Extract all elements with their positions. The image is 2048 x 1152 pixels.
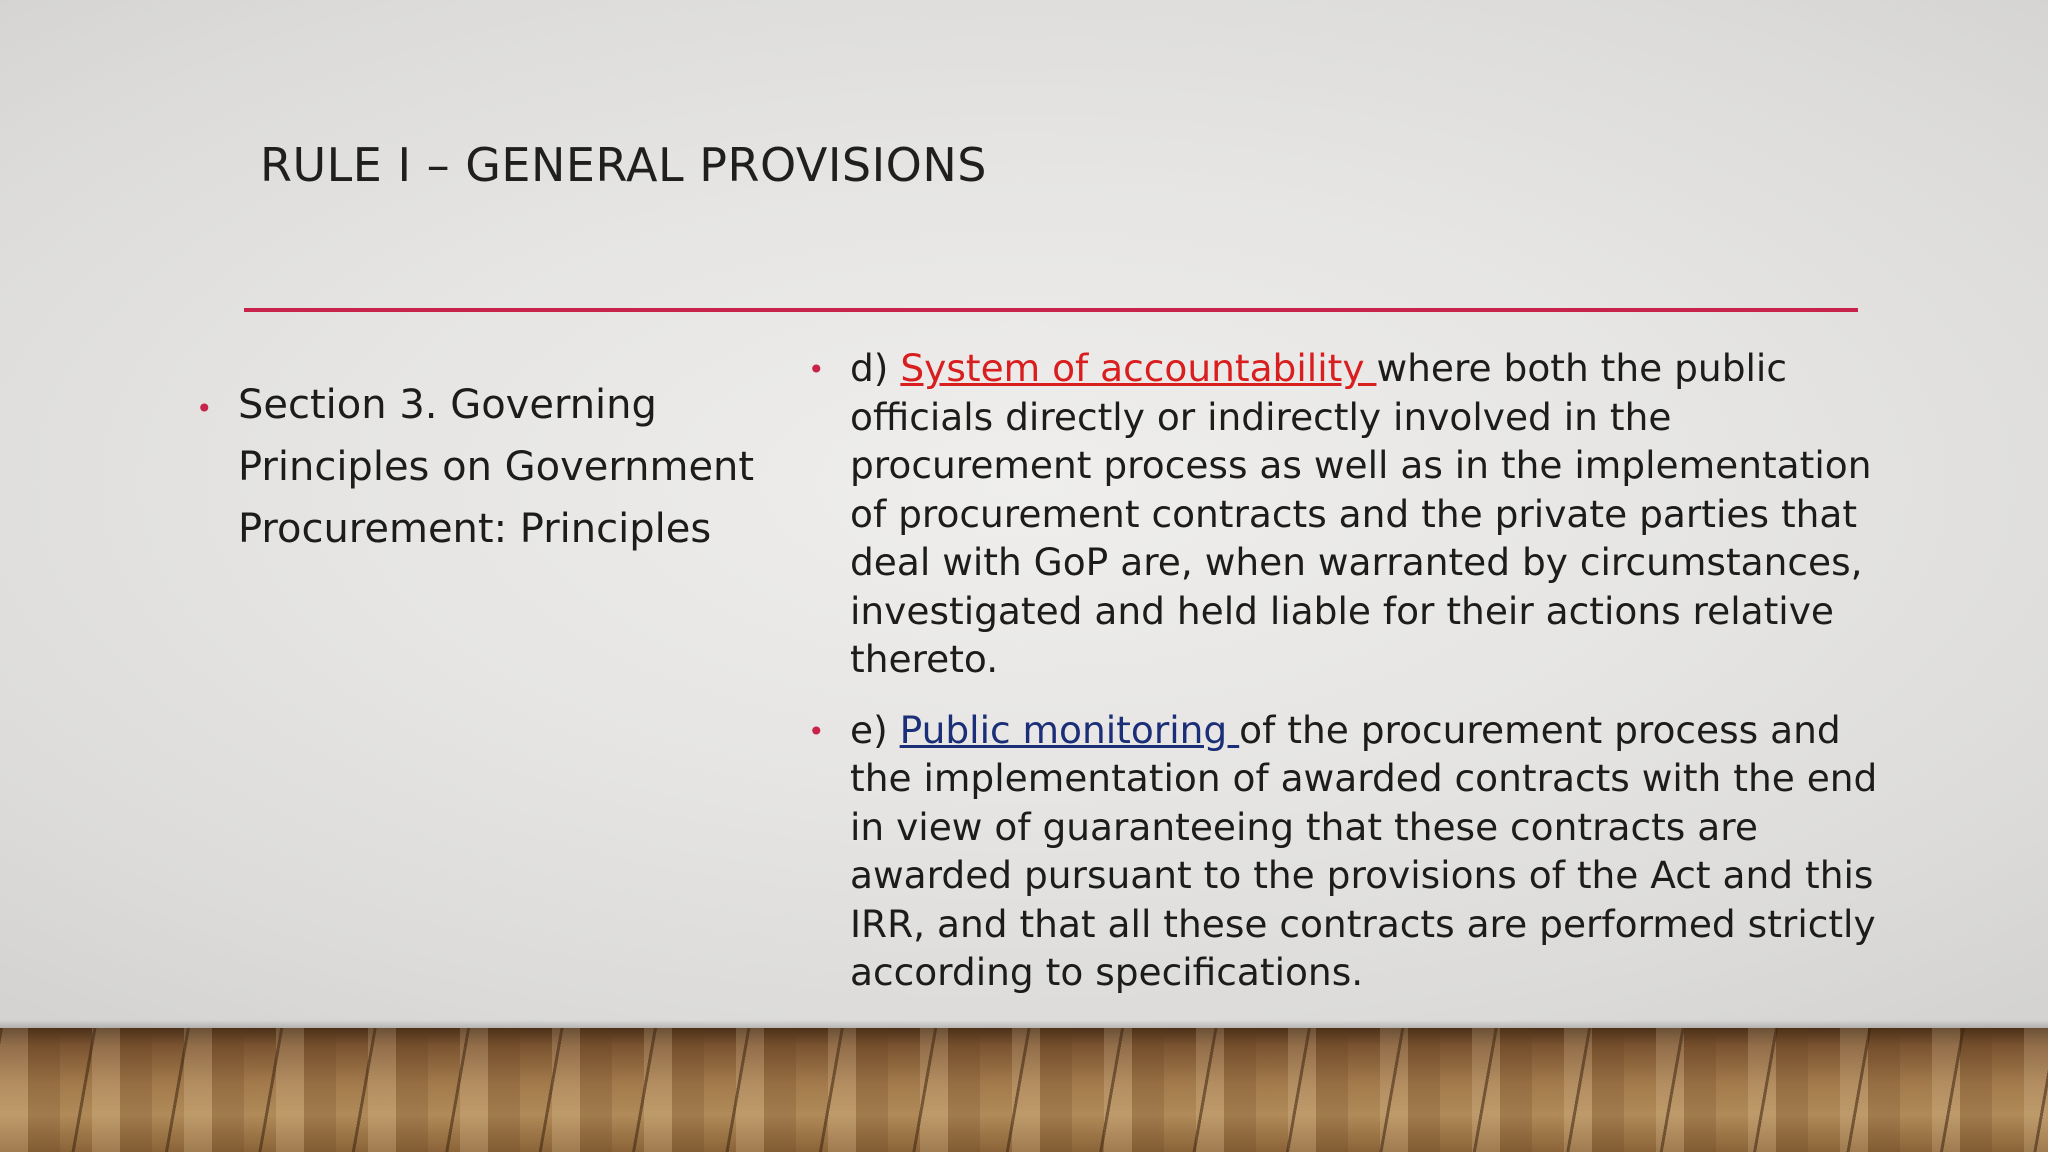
- right-content-column: [808, 344, 1898, 1019]
- list-item: [196, 374, 756, 560]
- bullet-icon: •: [808, 714, 825, 748]
- list-item: [808, 706, 1898, 997]
- item-prefix: d): [850, 346, 901, 390]
- section-heading: Section 3. Governing Principles on Government Procurement: Principles: [238, 382, 755, 552]
- list-item: [808, 344, 1898, 684]
- item-text: of the procurement process and the implementation of awarded contracts with the end in view of guaranteeing that these contracts are awarded pursuant to the provisions of the Act and this IRR, and that all these contracts are performed strictly according to specifications.: [850, 707, 1878, 994]
- bullet-icon: •: [196, 392, 213, 425]
- accountability-link[interactable]: System of accountability: [900, 346, 1377, 390]
- bullet-icon: •: [808, 353, 825, 386]
- title-divider: [244, 308, 1858, 312]
- item-prefix: e): [850, 707, 900, 752]
- wood-floor-decoration: [0, 1028, 2048, 1152]
- item-text: where both the public officials directly or indirectly involved in the procurement process as well as in the implementation of procurement contracts and the private parties that deal with GoP are, when warranted by circumstances, investigated and held liable for their actions relative thereto.: [850, 346, 1872, 681]
- public-monitoring-link[interactable]: Public monitoring: [899, 707, 1240, 752]
- slide-title: RULE I – GENERAL PROVISIONS: [260, 138, 987, 192]
- left-content-column: [196, 374, 756, 560]
